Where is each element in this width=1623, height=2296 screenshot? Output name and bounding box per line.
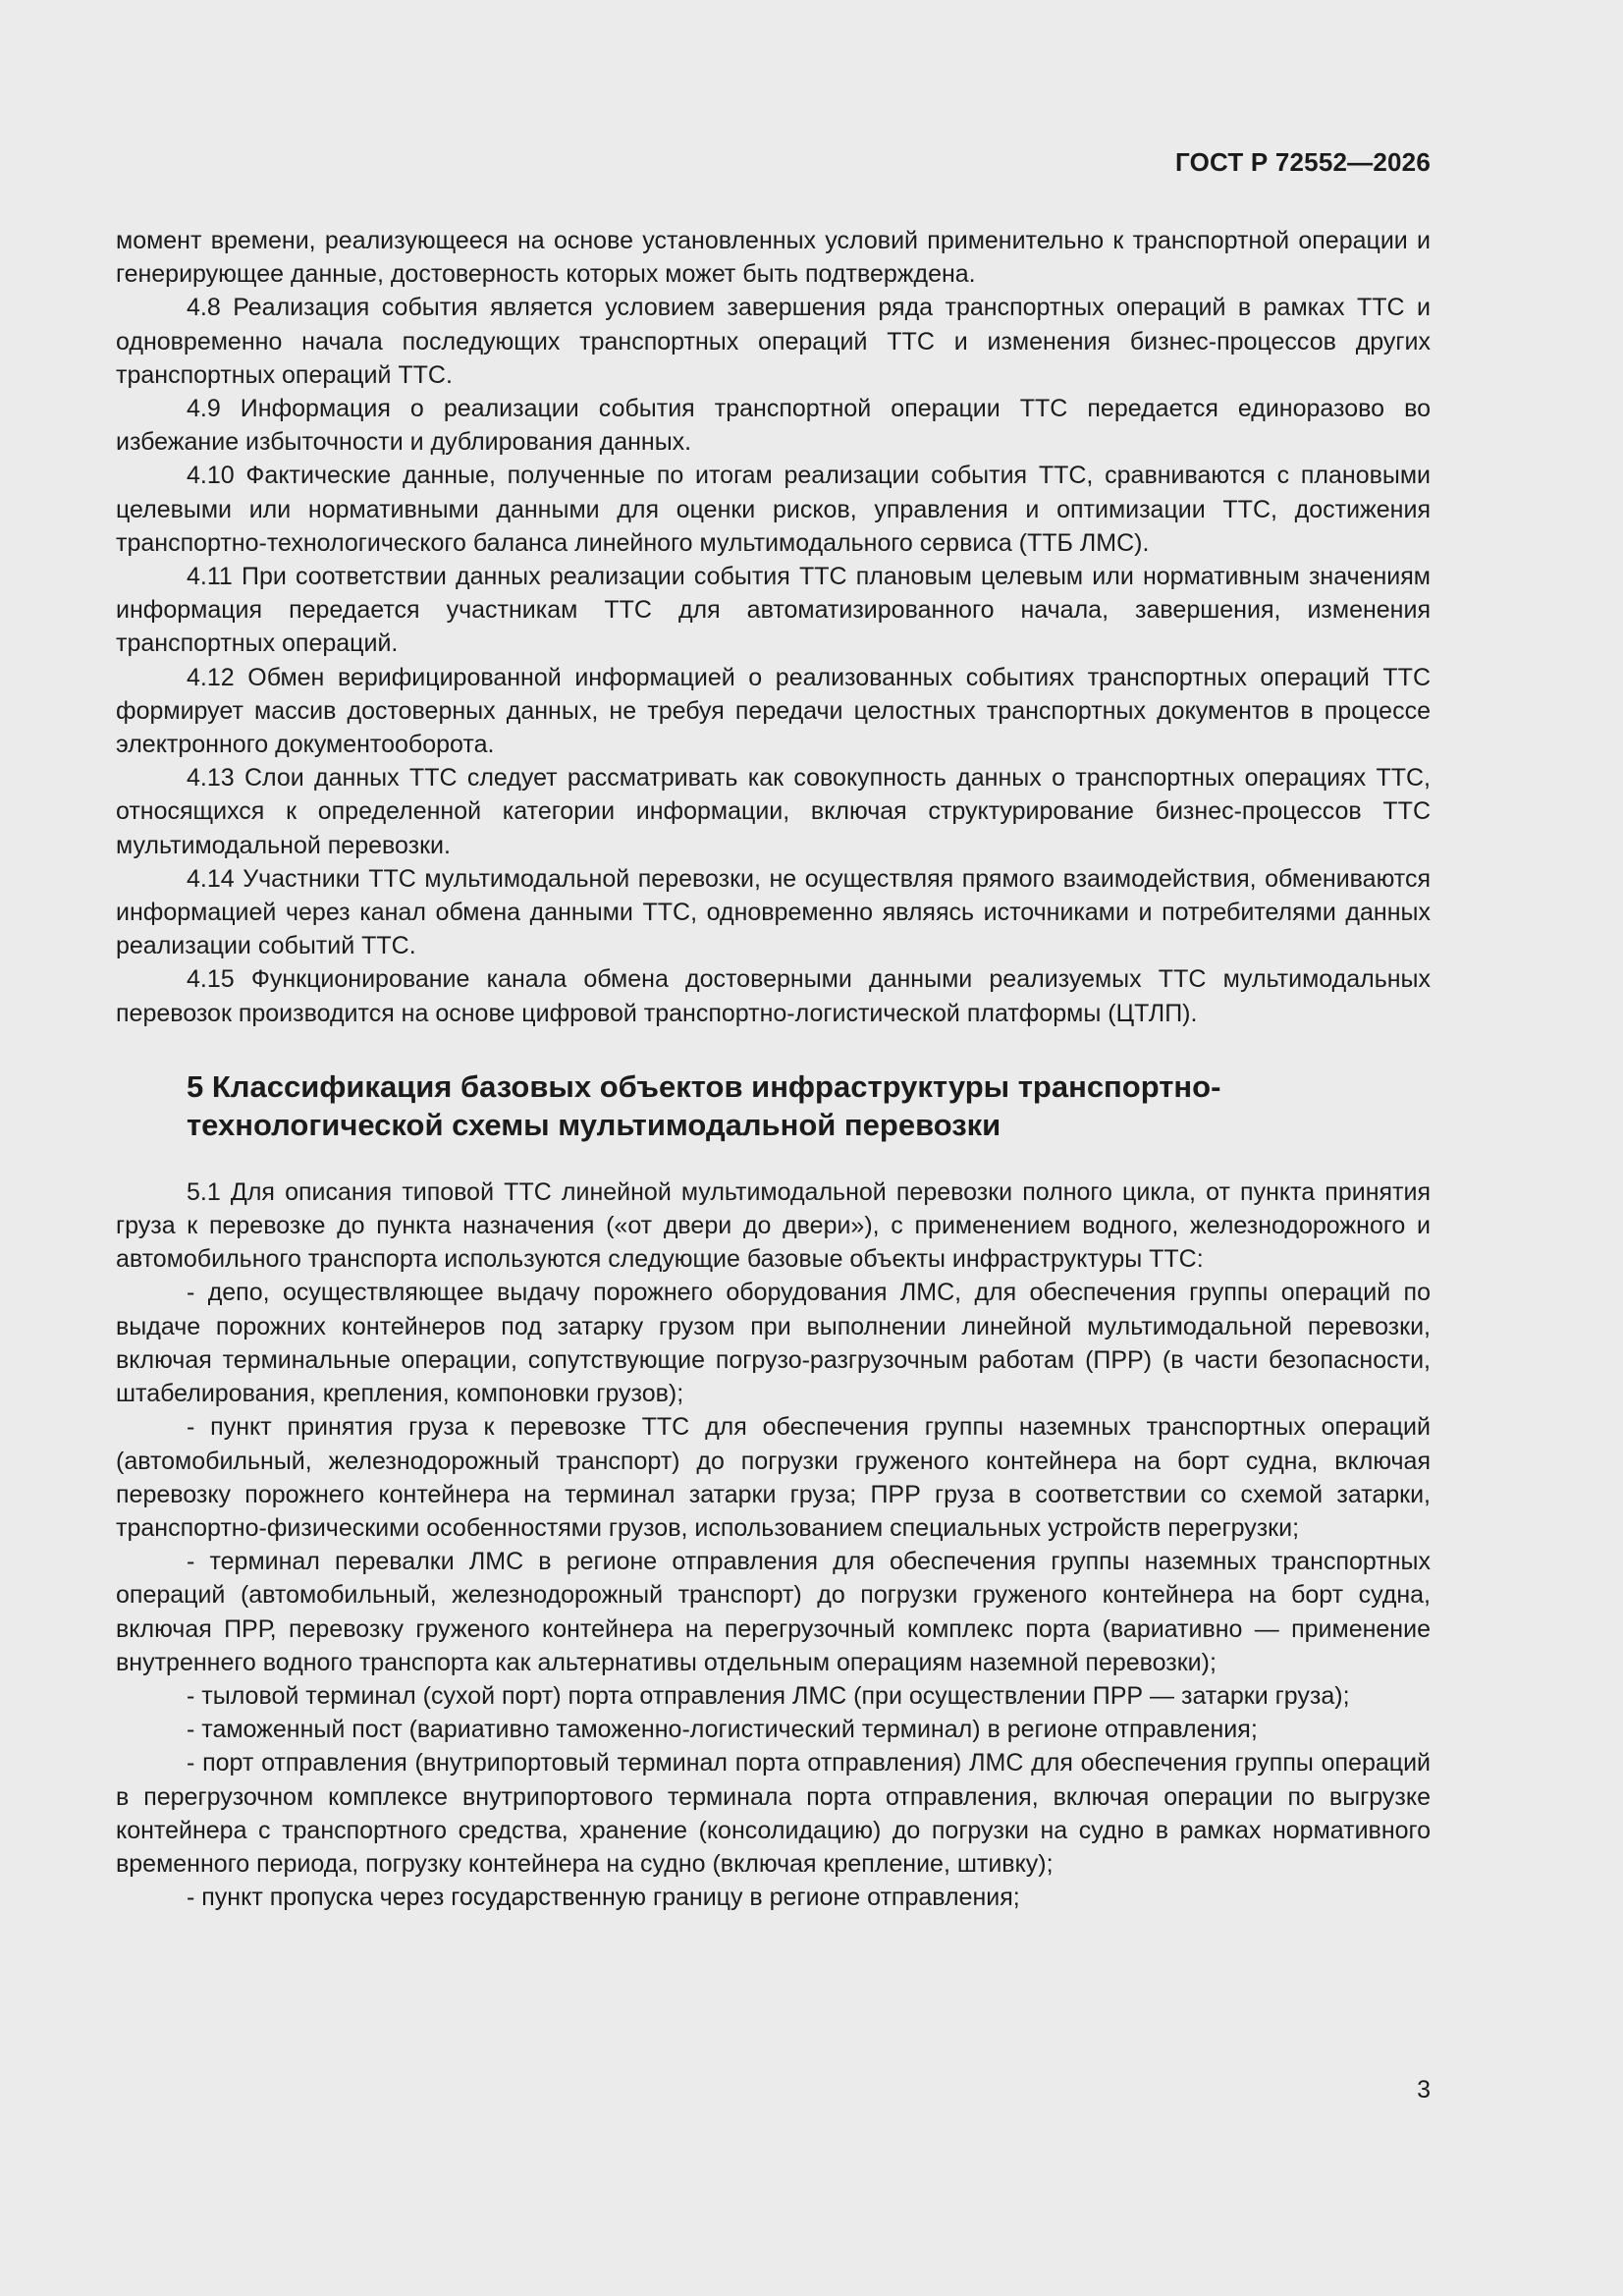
section-5-title-line-1: 5 Классификация базовых объектов инфраструктуры транспортно- [187,1068,1221,1104]
paragraph-4-9: 4.9 Информация о реализации события транспортной операции ТТС передается единоразово во избежание избыточности и дублирования данных. [116,395,1431,457]
list-item: - таможенный пост (вариативно таможенно-логистический терминал) в регионе отправления; [187,1716,1258,1744]
list-item: - терминал перевалки ЛМС в регионе отправления для обеспечения группы наземных транспортных операций (автомобильный, железнодорожный транспорт) до погрузки груженого контейнера на борт судна, включая ПРР, перевозку груженого контейнера на перегрузочный комплекс порта (вариативно — применение внутреннего водного транспорта как альтернативы отдельным операциям наземной перевозки); [116,1548,1431,1676]
paragraph-5-1: 5.1 Для описания типовой ТТС линейной мультимодальной перевозки полного цикла, от пункта принятия груза к перевозке до пункта назначения («от двери до двери»), с применением водного, железнодорожного и автомобильного транспорта используются следующие базовые объекты инфраструктуры ТТС: [116,1177,1431,1274]
paragraph-4-14: 4.14 Участники ТТС мультимодальной перевозки, не осуществляя прямого взаимодействия, обмениваются информацией через канал обмена данными ТТС, одновременно являясь источниками и потребителями данных реализации событий ТТС. [116,864,1431,960]
list-item: - депо, осуществляющее выдачу порожнего оборудования ЛМС, для обеспечения группы операций по выдаче порожних контейнеров под затарку грузом при выполнении линейной мультимодальной перевозки, включая терминальные операции, сопутствующие погрузо-разгрузочным работам (ПРР) (в части безопасности, штабелирования, крепления, компоновки грузов); [116,1279,1431,1408]
section-5-title [187,1067,1431,1144]
paragraph-4-8: 4.8 Реализация события является условием завершения ряда транспортных операций в рамках ТТС и одновременно начала последующих транспортных операций ТТС и изменения бизнес-процессов других транспортных операций ТТС. [116,294,1431,389]
paragraph-4-11: 4.11 При соответствии данных реализации события ТТС плановым целевым или нормативным значениям информация передается участникам ТТС для автоматизированного начала, завершения, изменения транспортных операций. [116,563,1431,658]
paragraph-4-12: 4.12 Обмен верифицированной информацией о реализованных событиях транспортных операций ТТС формирует массив достоверных данных, не требуя передачи целостных транспортных документов в процессе электронного документооборота. [116,663,1431,759]
list-item: - порт отправления (внутрипортовый терминал порта отправления) ЛМС для обеспечения группы операций в перегрузочном комплексе внутрипортового терминала порта отправления, включая операции по выгрузке контейнера с транспортного средства, хранение (консолидацию) до погрузки на судно в рамках нормативного временного периода, погрузку контейнера на судно (включая крепление, штивку); [116,1749,1431,1878]
paragraph-continuation: момент времени, реализующееся на основе установленных условий применительно к транспортной операции и генерирующее данные, достоверность которых может быть подтверждена. [116,227,1431,289]
document-code-header: ГОСТ Р 72552—2026 [1175,147,1431,177]
page-number: 3 [1417,2076,1431,2104]
list-item: - тыловой терминал (сухой порт) порта отправления ЛМС (при осуществлении ПРР — затарки груза); [187,1681,1350,1710]
paragraph-4-15: 4.15 Функционирование канала обмена достоверными данными реализуемых ТТС мультимодальных перевозок производится на основе цифровой транспортно-логистической платформы (ЦТЛП). [116,965,1431,1027]
list-item: - пункт пропуска через государственную границу в регионе отправления; [187,1884,1020,1912]
section-5-title-line-2: технологической схемы мультимодальной перевозки [187,1107,1001,1142]
paragraph-4-10: 4.10 Фактические данные, полученные по итогам реализации события ТТС, сравниваются с плановыми целевыми или нормативными данными для оценки рисков, управления и оптимизации ТТС, достижения транспортно-технологического баланса линейного мультимодального сервиса (ТТБ ЛМС). [116,462,1431,557]
paragraph-4-13: 4.13 Слои данных ТТС следует рассматривать как совокупность данных о транспортных операциях ТТС, относящихся к определенной категории информации, включая структурирование бизнес-процессов ТТС мультимодальной перевозки. [116,764,1431,859]
document-body [116,224,1431,1914]
list-item: - пункт принятия груза к перевозке ТТС для обеспечения группы наземных транспортных операций (автомобильный, железнодорожный транспорт) до погрузки груженого контейнера на борт судна, включая перевозку порожнего контейнера на терминал затарки груза; ПРР груза в соответствии со схемой затарки, транспортно-физическими особенностями грузов, использованием специальных устройств перегрузки; [116,1413,1431,1542]
